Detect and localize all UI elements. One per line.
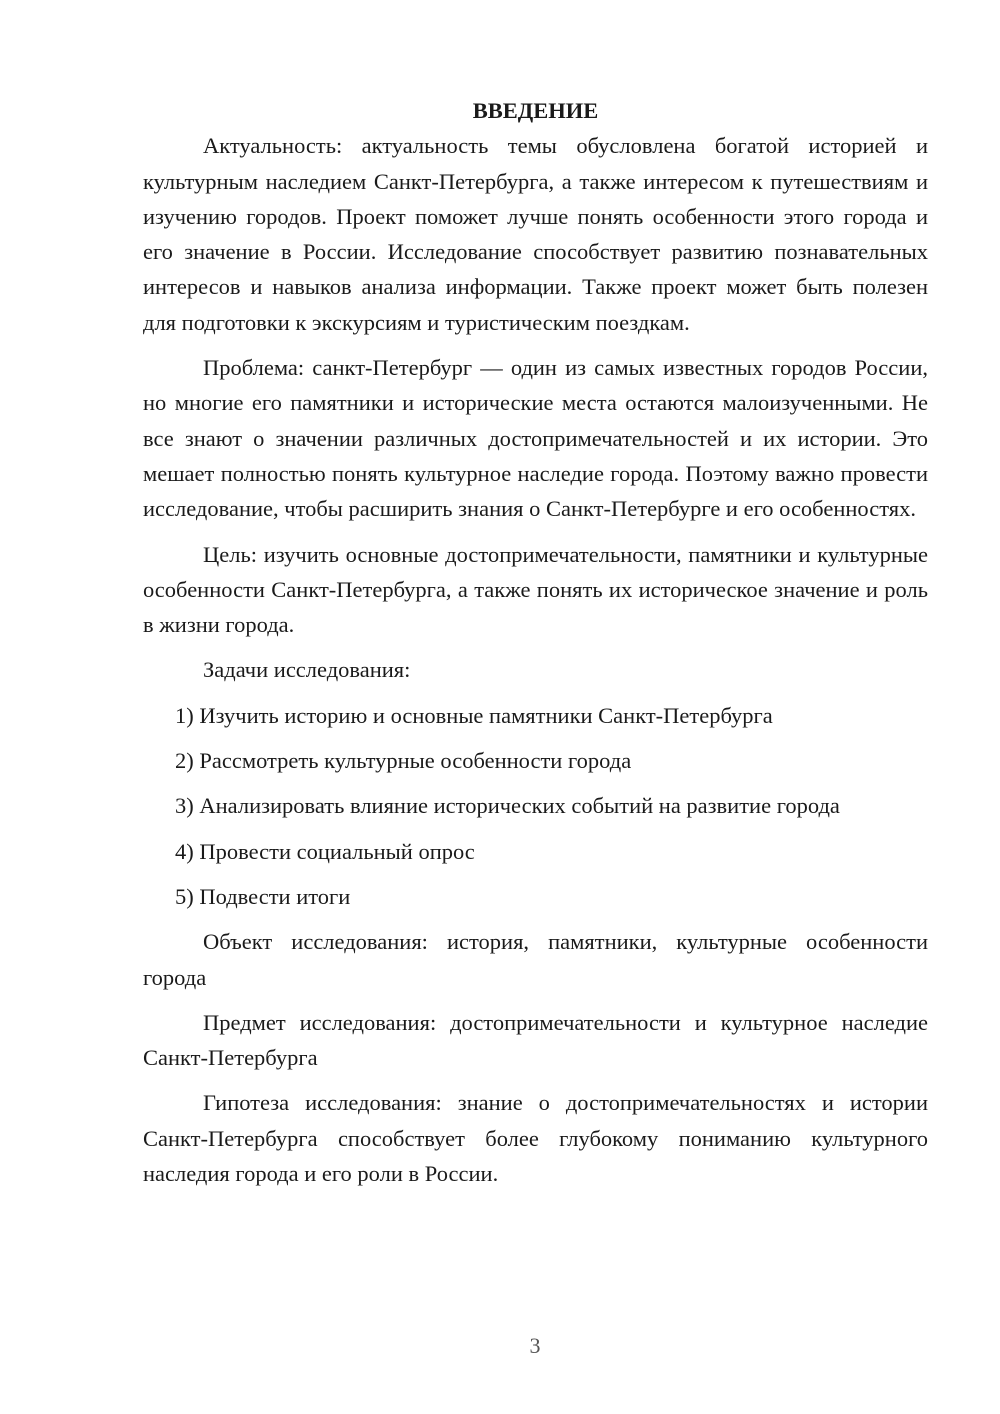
- task-item: 2) Рассмотреть культурные особенности города: [175, 748, 632, 774]
- page-content: [143, 93, 928, 1201]
- page-number: 3: [529, 1333, 541, 1358]
- task-item: 4) Провести социальный опрос: [175, 838, 475, 864]
- hypothesis-paragraph: Гипотеза исследования: знание о достопримечательностях и истории Санкт-Петербурга способствует более глубокому пониманию культурного наследия города и его роли в России.: [143, 1090, 928, 1187]
- subject-paragraph: Предмет исследования: достопримечательности и культурное наследие Санкт-Петербурга: [143, 1009, 928, 1071]
- goal-paragraph: Цель: изучить основные достопримечательности, памятники и культурные особенности Санкт-Петербурга, а также понять их историческое значение и роль в жизни города.: [143, 541, 928, 638]
- tasks-list: [143, 698, 928, 914]
- object-paragraph: Объект исследования: история, памятники, культурные особенности города: [143, 929, 928, 990]
- task-item: 3) Анализировать влияние исторических событий на развитие города: [175, 793, 840, 819]
- tasks-label: Задачи исследования:: [203, 657, 411, 683]
- task-item: 1) Изучить историю и основные памятники Санкт-Петербурга: [175, 702, 773, 728]
- task-item: 5) Подвести итоги: [175, 883, 351, 909]
- section-title: ВВЕДЕНИЕ: [472, 98, 599, 123]
- problem-paragraph: Проблема: санкт-Петербург — один из самых известных городов России, но многие его памятники и исторические места остаются малоизученными. Не все знают о значении различных достопримечательностей и их истории. Это мешает полностью понять культурное наследие города. Поэтому важно провести исследование, чтобы расширить знания о Санкт-Петербурге и его особенностях.: [143, 355, 928, 522]
- relevance-paragraph: Актуальность: актуальность темы обусловлена богатой историей и культурным наследием Санкт-Петербурга, а также интересом к путешествиям и изучению городов. Проект поможет лучше понять особенности этого города и его значение в России. Исследование способствует развитию познавательных интересов и навыков анализа информации. Также проект может быть полезен для подготовки к экскурсиям и туристическим поездкам.: [143, 133, 928, 335]
